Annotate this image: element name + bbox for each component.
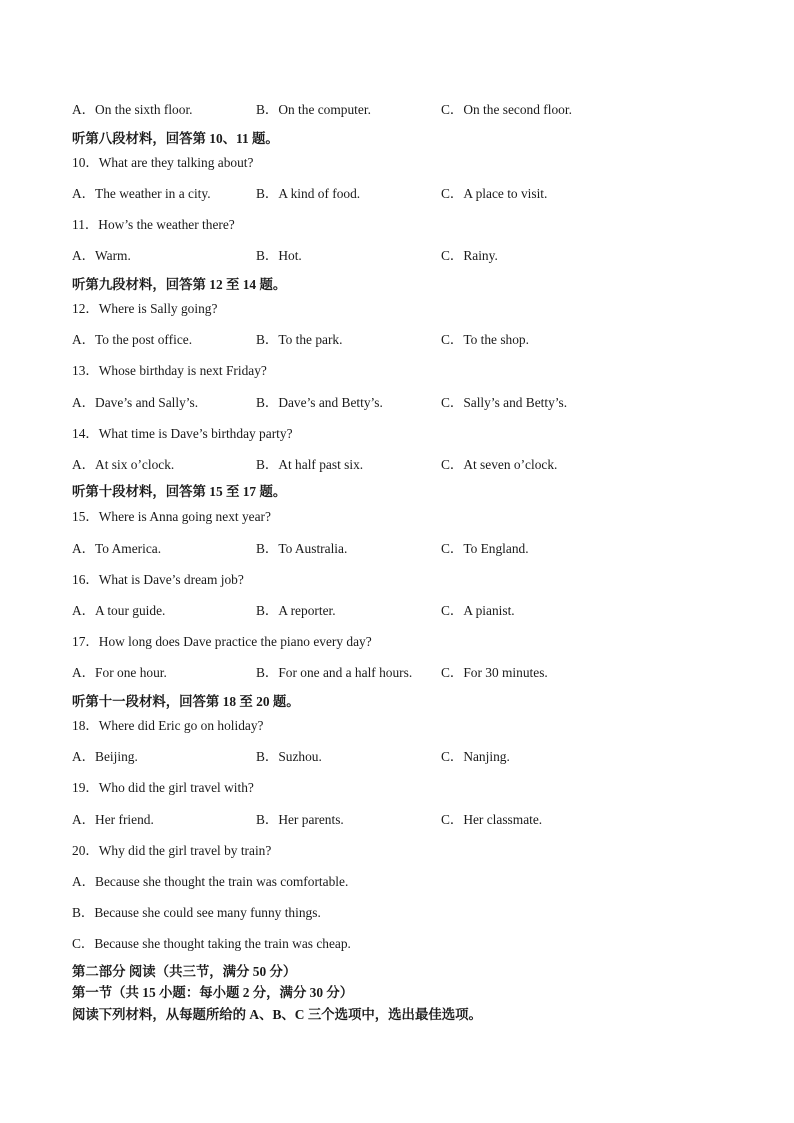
q16-text: 16．What is Dave’s dream job? [72, 572, 244, 587]
q15-text: 15．Where is Anna going next year? [72, 509, 271, 524]
q11-option-c: C．Rainy. [441, 248, 498, 263]
section9-header: 听第九段材料，回答第 12 至 14 题。 [72, 277, 287, 292]
q19-text: 19．Who did the girl travel with? [72, 780, 254, 795]
q12-option-b: B．To the park. [256, 332, 343, 347]
q12-option-a: A．To the post office. [72, 332, 193, 347]
q16-option-b: B．A reporter. [256, 603, 336, 618]
q20-option-c: C．Because she thought taking the train was cheap. [72, 936, 351, 951]
q18-option-c: C．Nanjing. [441, 749, 510, 764]
q11-text: 11．How’s the weather there? [72, 217, 235, 232]
part2-instruction: 阅读下列材料，从每题所给的 A、B、C 三个选项中，选出最佳选项。 [72, 1007, 482, 1022]
q17-text: 17．How long does Dave practice the piano every day? [72, 634, 372, 649]
section11-header: 听第十一段材料，回答第 18 至 20 题。 [72, 694, 300, 709]
part2-section1-header: 第一节（共 15 小题：每小题 2 分，满分 30 分） [72, 985, 354, 1000]
q11-option-a: A．Warm. [72, 248, 131, 263]
q12-text: 12．Where is Sally going? [72, 301, 218, 316]
q20-option-b: B．Because she could see many funny things. [72, 905, 321, 920]
section10-header: 听第十段材料，回答第 15 至 17 题。 [72, 484, 287, 499]
q15-option-b: B．To Australia. [256, 541, 348, 556]
q19-option-a: A．Her friend. [72, 812, 154, 827]
q12-option-c: C．To the shop. [441, 332, 529, 347]
q16-option-a: A．A tour guide. [72, 603, 166, 618]
q10-option-a: A．The weather in a city. [72, 186, 211, 201]
q9-option-b: B．On the computer. [256, 102, 371, 117]
q10-option-c: C．A place to visit. [441, 186, 548, 201]
part2-header: 第二部分 阅读（共三节，满分 50 分） [72, 964, 297, 979]
q20-text: 20．Why did the girl travel by train? [72, 843, 272, 858]
section8-header: 听第八段材料，回答第 10、11 题。 [72, 131, 279, 146]
q14-text: 14．What time is Dave’s birthday party? [72, 426, 293, 441]
q16-option-c: C．A pianist. [441, 603, 515, 618]
q13-option-b: B．Dave’s and Betty’s. [256, 395, 383, 410]
q14-option-a: A．At six o’clock. [72, 457, 175, 472]
q19-option-b: B．Her parents. [256, 812, 344, 827]
q11-option-b: B．Hot. [256, 248, 302, 263]
q9-option-c: C．On the second floor. [441, 102, 572, 117]
q13-option-c: C．Sally’s and Betty’s. [441, 395, 568, 410]
q18-text: 18．Where did Eric go on holiday? [72, 718, 264, 733]
q9-option-a: A．On the sixth floor. [72, 102, 193, 117]
q14-option-c: C．At seven o’clock. [441, 457, 558, 472]
q17-option-c: C．For 30 minutes. [441, 665, 548, 680]
q18-option-b: B．Suzhou. [256, 749, 322, 764]
q14-option-b: B．At half past six. [256, 457, 364, 472]
q15-option-c: C．To England. [441, 541, 529, 556]
q13-option-a: A．Dave’s and Sally’s. [72, 395, 199, 410]
q10-text: 10．What are they talking about? [72, 155, 254, 170]
q20-option-a: A．Because she thought the train was comfortable. [72, 874, 349, 889]
q19-option-c: C．Her classmate. [441, 812, 543, 827]
q17-option-a: A．For one hour. [72, 665, 167, 680]
q17-option-b: B．For one and a half hours. [256, 665, 413, 680]
q13-text: 13．Whose birthday is next Friday? [72, 363, 267, 378]
q10-option-b: B．A kind of food. [256, 186, 361, 201]
q18-option-a: A．Beijing. [72, 749, 138, 764]
q15-option-a: A．To America. [72, 541, 162, 556]
